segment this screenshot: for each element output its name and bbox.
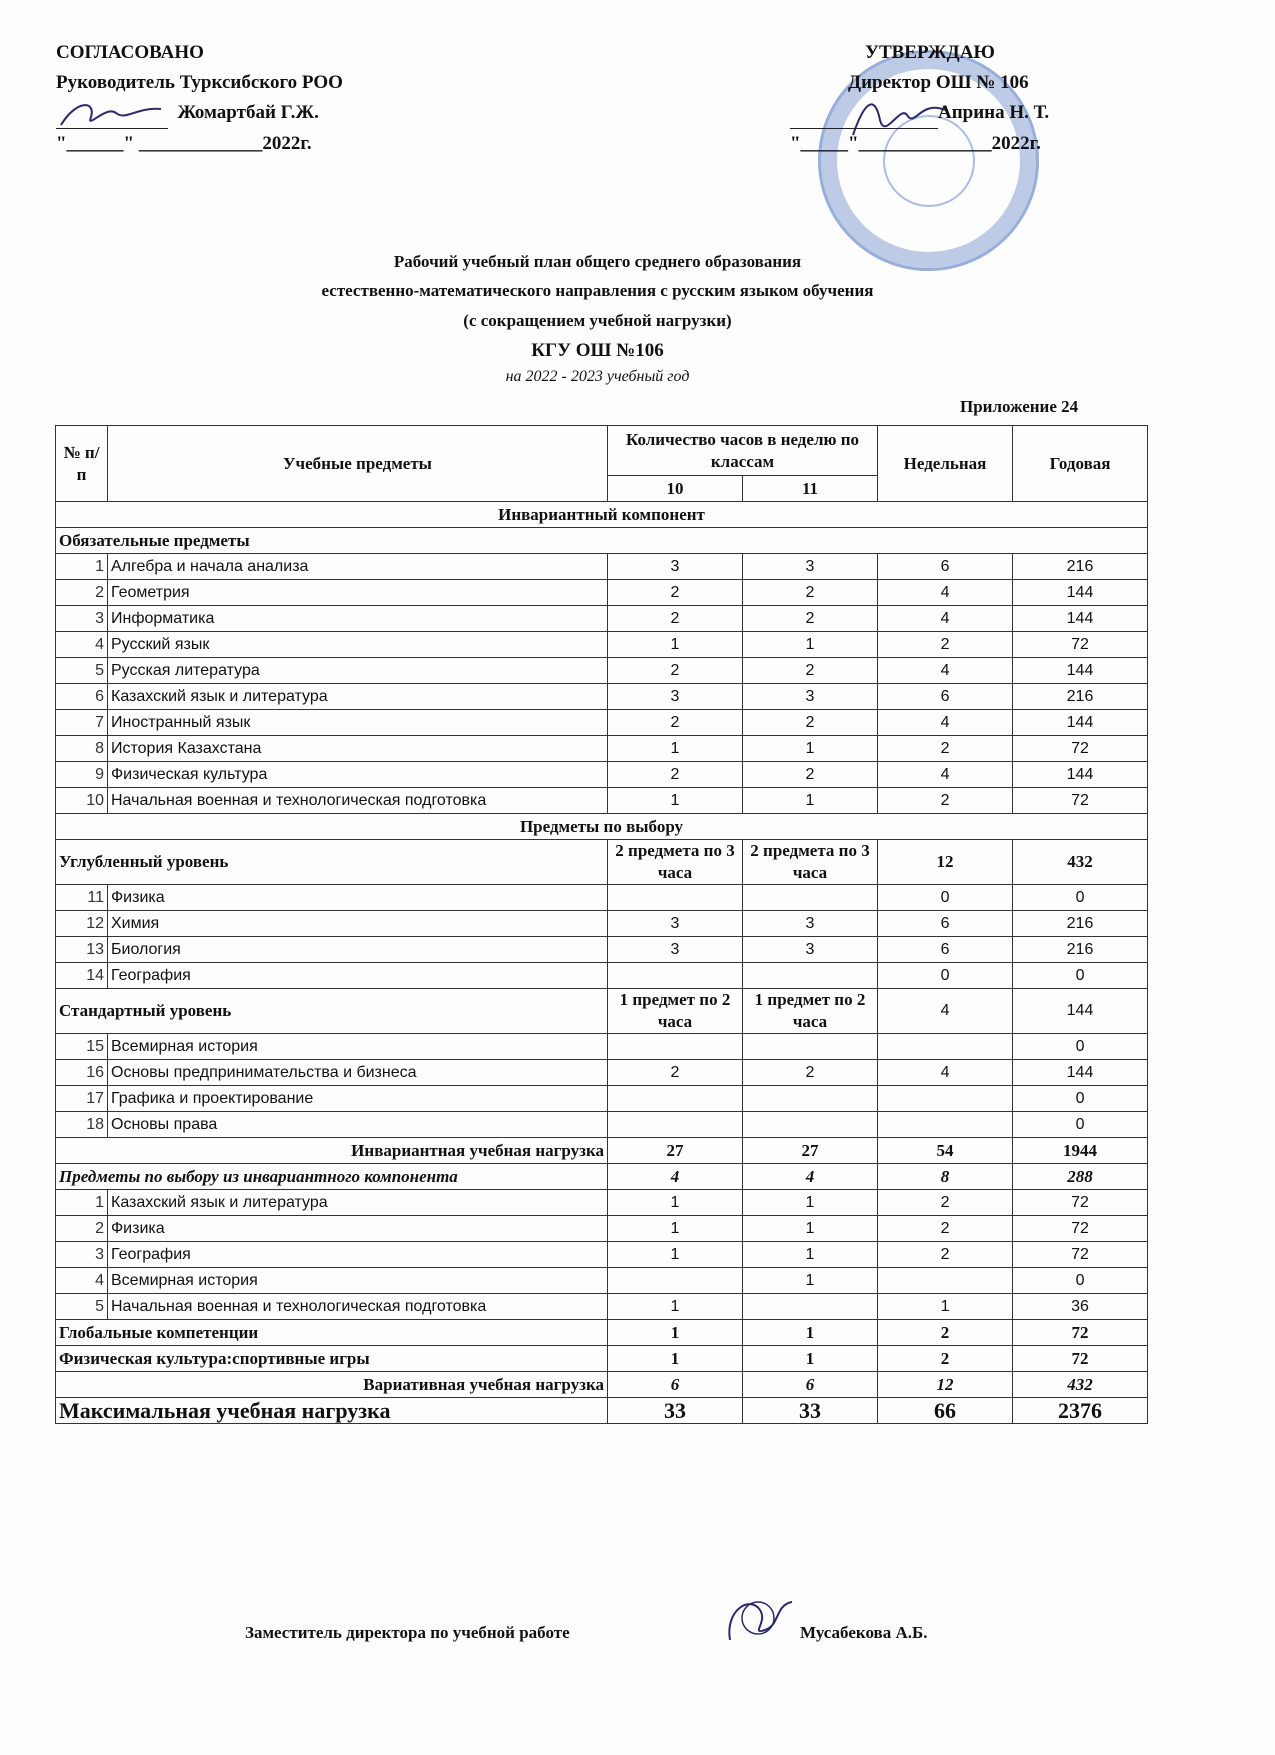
grade11-hours: 1 — [743, 632, 878, 658]
table-row — [56, 580, 1148, 606]
section-invariant — [56, 502, 1148, 528]
sport-games-grade10: 1 — [608, 1346, 743, 1372]
table-row — [56, 1268, 1148, 1294]
yearly-hours: 144 — [1013, 710, 1148, 736]
weekly-hours: 4 — [878, 762, 1013, 788]
grade10-hours: 2 — [608, 658, 743, 684]
advanced-level-yearly: 432 — [1013, 840, 1148, 885]
subject-name: Основы права — [108, 1112, 608, 1138]
agreed-date: "______" _____________2022г. — [56, 133, 312, 154]
variative-load-weekly: 12 — [878, 1372, 1013, 1398]
section-invariant-label: Инвариантный компонент — [56, 502, 1148, 528]
table-row — [56, 885, 1148, 911]
grade10-hours — [608, 1034, 743, 1060]
grade10-hours — [608, 1086, 743, 1112]
grade11-hours: 1 — [743, 788, 878, 814]
subject-name: Начальная военная и технологическая подготовка — [108, 788, 608, 814]
invariant-load-grade10: 27 — [608, 1138, 743, 1164]
variative-load-grade10: 6 — [608, 1372, 743, 1398]
sport-games-yearly: 72 — [1013, 1346, 1148, 1372]
grade11-hours: 3 — [743, 684, 878, 710]
subject-name: Русская литература — [108, 658, 608, 684]
grade10-hours: 1 — [608, 1216, 743, 1242]
weekly-hours: 4 — [878, 580, 1013, 606]
grade11-hours — [743, 1086, 878, 1112]
yearly-hours: 144 — [1013, 762, 1148, 788]
grade11-hours: 1 — [743, 1216, 878, 1242]
subject-name: Начальная военная и технологическая подготовка — [108, 1294, 608, 1320]
subject-name: Химия — [108, 911, 608, 937]
row-number: 1 — [56, 554, 108, 580]
section-elective-label: Предметы по выбору — [56, 814, 1148, 840]
grade10-hours: 3 — [608, 554, 743, 580]
grade11-hours — [743, 963, 878, 989]
subject-name: Алгебра и начала анализа — [108, 554, 608, 580]
yearly-hours: 0 — [1013, 1268, 1148, 1294]
subject-name: География — [108, 963, 608, 989]
doc-title-line2: естественно-математического направления с русским языком обучения — [321, 281, 874, 300]
weekly-hours: 2 — [878, 1242, 1013, 1268]
col-header-grade10: 10 — [608, 476, 743, 502]
elective-invariant-weekly: 8 — [878, 1164, 1013, 1190]
elective-invariant-label: Предметы по выбору из инвариантного компонента — [56, 1164, 608, 1190]
weekly-hours — [878, 1034, 1013, 1060]
grade10-hours: 3 — [608, 937, 743, 963]
row-number: 5 — [56, 1294, 108, 1320]
weekly-hours — [878, 1112, 1013, 1138]
max-load-label: Максимальная учебная нагрузка — [56, 1398, 608, 1424]
table-row — [56, 1060, 1148, 1086]
row-number: 2 — [56, 580, 108, 606]
subject-name: Казахский язык и литература — [108, 684, 608, 710]
weekly-hours: 6 — [878, 937, 1013, 963]
row-number: 2 — [56, 1216, 108, 1242]
grade11-hours: 1 — [743, 1242, 878, 1268]
row-number: 5 — [56, 658, 108, 684]
table-row — [56, 937, 1148, 963]
sport-games-weekly: 2 — [878, 1346, 1013, 1372]
subject-name: География — [108, 1242, 608, 1268]
appendix-label: Приложение 24 — [960, 397, 1079, 416]
global-competences-weekly: 2 — [878, 1320, 1013, 1346]
variative-load-grade11: 6 — [743, 1372, 878, 1398]
subject-name: Биология — [108, 937, 608, 963]
col-header-hours: Количество часов в неделю по классам — [608, 426, 878, 476]
weekly-hours — [878, 1086, 1013, 1112]
elective-invariant-yearly: 288 — [1013, 1164, 1148, 1190]
grade11-hours: 1 — [743, 1190, 878, 1216]
table-row — [56, 1034, 1148, 1060]
grade10-hours — [608, 1112, 743, 1138]
grade11-hours: 2 — [743, 762, 878, 788]
global-competences — [56, 1320, 1148, 1346]
subject-name: Геометрия — [108, 580, 608, 606]
grade11-hours: 2 — [743, 1060, 878, 1086]
table-row — [56, 606, 1148, 632]
weekly-hours — [878, 1268, 1013, 1294]
standard-level — [56, 989, 1148, 1034]
weekly-hours: 0 — [878, 963, 1013, 989]
table-row — [56, 1086, 1148, 1112]
elective-invariant-grade10: 4 — [608, 1164, 743, 1190]
grade10-hours: 3 — [608, 911, 743, 937]
yearly-hours: 0 — [1013, 1034, 1148, 1060]
table-row — [56, 788, 1148, 814]
weekly-hours: 0 — [878, 885, 1013, 911]
invariant-load-yearly: 1944 — [1013, 1138, 1148, 1164]
advanced-level-grade11: 2 предмета по 3 часа — [743, 840, 878, 885]
max-load-weekly: 66 — [878, 1398, 1013, 1424]
col-header-yearly: Годовая — [1013, 426, 1148, 502]
table-row — [56, 658, 1148, 684]
approval-block-agreed — [56, 38, 343, 159]
weekly-hours: 2 — [878, 632, 1013, 658]
row-number: 12 — [56, 911, 108, 937]
grade10-hours — [608, 885, 743, 911]
section-mandatory-label: Обязательные предметы — [56, 528, 1148, 554]
grade11-hours: 2 — [743, 658, 878, 684]
invariant-load-label: Инвариантная учебная нагрузка — [56, 1138, 608, 1164]
table-row — [56, 762, 1148, 788]
yearly-hours: 144 — [1013, 606, 1148, 632]
standard-level-yearly: 144 — [1013, 989, 1148, 1034]
max-load — [56, 1398, 1148, 1424]
agreed-title: СОГЛАСОВАНО — [56, 42, 204, 63]
grade11-hours: 2 — [743, 606, 878, 632]
yearly-hours: 0 — [1013, 885, 1148, 911]
subject-name: Всемирная история — [108, 1034, 608, 1060]
row-number: 18 — [56, 1112, 108, 1138]
row-number: 8 — [56, 736, 108, 762]
advanced-level-grade10: 2 предмета по 3 часа — [608, 840, 743, 885]
agreed-signature-line — [56, 98, 168, 129]
yearly-hours: 72 — [1013, 736, 1148, 762]
agreed-position: Руководитель Турксибского РОО — [56, 72, 343, 93]
grade10-hours: 2 — [608, 710, 743, 736]
table-row — [56, 632, 1148, 658]
advanced-level-weekly: 12 — [878, 840, 1013, 885]
col-header-weekly: Недельная — [878, 426, 1013, 502]
subject-name: Физика — [108, 1216, 608, 1242]
school-name: КГУ ОШ №106 — [531, 340, 664, 361]
grade11-hours — [743, 1112, 878, 1138]
invariant-load-grade11: 27 — [743, 1138, 878, 1164]
yearly-hours: 144 — [1013, 658, 1148, 684]
elective-invariant — [56, 1164, 1148, 1190]
variative-load-yearly: 432 — [1013, 1372, 1148, 1398]
global-competences-yearly: 72 — [1013, 1320, 1148, 1346]
standard-level-weekly: 4 — [878, 989, 1013, 1034]
advanced-level-label: Углубленный уровень — [56, 840, 608, 885]
yearly-hours: 36 — [1013, 1294, 1148, 1320]
row-number: 4 — [56, 1268, 108, 1294]
grade11-hours: 2 — [743, 710, 878, 736]
row-number: 16 — [56, 1060, 108, 1086]
agreed-name: Жомартбай Г.Ж. — [177, 102, 319, 123]
approved-name: Априна Н. Т. — [938, 102, 1050, 123]
weekly-hours: 4 — [878, 1060, 1013, 1086]
row-number: 9 — [56, 762, 108, 788]
yearly-hours: 72 — [1013, 1190, 1148, 1216]
weekly-hours: 4 — [878, 606, 1013, 632]
invariant-load — [56, 1138, 1148, 1164]
elective-invariant-grade11: 4 — [743, 1164, 878, 1190]
yearly-hours: 144 — [1013, 1060, 1148, 1086]
global-competences-grade11: 1 — [743, 1320, 878, 1346]
subject-name: Русский язык — [108, 632, 608, 658]
yearly-hours: 0 — [1013, 1112, 1148, 1138]
variative-load — [56, 1372, 1148, 1398]
row-number: 10 — [56, 788, 108, 814]
row-number: 17 — [56, 1086, 108, 1112]
table-row — [56, 1242, 1148, 1268]
weekly-hours: 6 — [878, 684, 1013, 710]
yearly-hours: 144 — [1013, 580, 1148, 606]
row-number: 13 — [56, 937, 108, 963]
row-number: 4 — [56, 632, 108, 658]
approval-block-approved — [790, 38, 1049, 159]
grade11-hours: 1 — [743, 736, 878, 762]
grade11-hours: 3 — [743, 911, 878, 937]
standard-level-grade11: 1 предмет по 2 часа — [743, 989, 878, 1034]
row-number: 11 — [56, 885, 108, 911]
row-number: 14 — [56, 963, 108, 989]
grade10-hours — [608, 1268, 743, 1294]
grade10-hours: 1 — [608, 788, 743, 814]
max-load-yearly: 2376 — [1013, 1398, 1148, 1424]
table-row — [56, 1112, 1148, 1138]
sport-games-grade11: 1 — [743, 1346, 878, 1372]
row-number: 3 — [56, 1242, 108, 1268]
sport-games — [56, 1346, 1148, 1372]
grade11-hours: 1 — [743, 1268, 878, 1294]
standard-level-label: Стандартный уровень — [56, 989, 608, 1034]
grade10-hours: 2 — [608, 1060, 743, 1086]
subject-name: Физика — [108, 885, 608, 911]
yearly-hours: 72 — [1013, 788, 1148, 814]
table-row — [56, 736, 1148, 762]
weekly-hours: 6 — [878, 554, 1013, 580]
doc-title-line1: Рабочий учебный план общего среднего образования — [393, 252, 802, 271]
weekly-hours: 4 — [878, 710, 1013, 736]
max-load-grade10: 33 — [608, 1398, 743, 1424]
table-row — [56, 911, 1148, 937]
invariant-load-weekly: 54 — [878, 1138, 1013, 1164]
curriculum-table — [55, 425, 1148, 1424]
weekly-hours: 2 — [878, 1216, 1013, 1242]
deputy-signature — [720, 1590, 800, 1650]
grade11-hours — [743, 885, 878, 911]
doc-title-line3: (с сокращением учебной нагрузки) — [463, 311, 732, 330]
academic-year: на 2022 - 2023 учебный год — [505, 368, 690, 385]
grade10-hours — [608, 963, 743, 989]
grade10-hours: 3 — [608, 684, 743, 710]
row-number: 1 — [56, 1190, 108, 1216]
grade11-hours: 2 — [743, 580, 878, 606]
grade10-hours: 1 — [608, 1294, 743, 1320]
col-header-number: № п/п — [56, 426, 108, 502]
weekly-hours: 2 — [878, 736, 1013, 762]
grade11-hours — [743, 1034, 878, 1060]
grade10-hours: 1 — [608, 736, 743, 762]
subject-name: Казахский язык и литература — [108, 1190, 608, 1216]
table-row — [56, 1216, 1148, 1242]
standard-level-grade10: 1 предмет по 2 часа — [608, 989, 743, 1034]
grade10-hours: 1 — [608, 1242, 743, 1268]
approved-title: УТВЕРЖДАЮ — [865, 42, 995, 63]
footer-name: Мусабекова А.Б. — [800, 1623, 928, 1642]
subject-name: Всемирная история — [108, 1268, 608, 1294]
yearly-hours: 216 — [1013, 684, 1148, 710]
approved-date: "_____"______________2022г. — [790, 133, 1041, 154]
section-elective — [56, 814, 1148, 840]
subject-name: Иностранный язык — [108, 710, 608, 736]
grade11-hours — [743, 1294, 878, 1320]
row-number: 3 — [56, 606, 108, 632]
grade11-hours: 3 — [743, 554, 878, 580]
weekly-hours: 2 — [878, 1190, 1013, 1216]
row-number: 7 — [56, 710, 108, 736]
yearly-hours: 0 — [1013, 1086, 1148, 1112]
sport-games-label: Физическая культура:спортивные игры — [56, 1346, 608, 1372]
weekly-hours: 2 — [878, 788, 1013, 814]
table-row — [56, 1294, 1148, 1320]
subject-name: Физическая культура — [108, 762, 608, 788]
global-competences-label: Глобальные компетенции — [56, 1320, 608, 1346]
row-number: 15 — [56, 1034, 108, 1060]
max-load-grade11: 33 — [743, 1398, 878, 1424]
yearly-hours: 216 — [1013, 554, 1148, 580]
section-mandatory — [56, 528, 1148, 554]
subject-name: Основы предпринимательства и бизнеса — [108, 1060, 608, 1086]
subject-name: История Казахстана — [108, 736, 608, 762]
weekly-hours: 1 — [878, 1294, 1013, 1320]
yearly-hours: 72 — [1013, 1216, 1148, 1242]
yearly-hours: 216 — [1013, 911, 1148, 937]
table-row — [56, 1190, 1148, 1216]
yearly-hours: 216 — [1013, 937, 1148, 963]
table-header-row — [56, 426, 1148, 476]
row-number: 6 — [56, 684, 108, 710]
subject-name: Информатика — [108, 606, 608, 632]
yearly-hours: 72 — [1013, 1242, 1148, 1268]
approved-position: Директор ОШ № 106 — [848, 72, 1029, 93]
weekly-hours: 4 — [878, 658, 1013, 684]
table-row — [56, 963, 1148, 989]
subject-name: Графика и проектирование — [108, 1086, 608, 1112]
weekly-hours: 6 — [878, 911, 1013, 937]
grade11-hours: 3 — [743, 937, 878, 963]
variative-load-label: Вариативная учебная нагрузка — [56, 1372, 608, 1398]
curriculum-table-body — [56, 426, 1148, 1424]
grade10-hours: 2 — [608, 606, 743, 632]
col-header-subjects: Учебные предметы — [108, 426, 608, 502]
footer-position: Заместитель директора по учебной работе — [245, 1623, 570, 1642]
grade10-hours: 2 — [608, 762, 743, 788]
grade10-hours: 1 — [608, 1190, 743, 1216]
global-competences-grade10: 1 — [608, 1320, 743, 1346]
advanced-level — [56, 840, 1148, 885]
col-header-grade11: 11 — [743, 476, 878, 502]
table-row — [56, 554, 1148, 580]
table-row — [56, 684, 1148, 710]
yearly-hours: 72 — [1013, 632, 1148, 658]
table-row — [56, 710, 1148, 736]
grade10-hours: 1 — [608, 632, 743, 658]
yearly-hours: 0 — [1013, 963, 1148, 989]
grade10-hours: 2 — [608, 580, 743, 606]
